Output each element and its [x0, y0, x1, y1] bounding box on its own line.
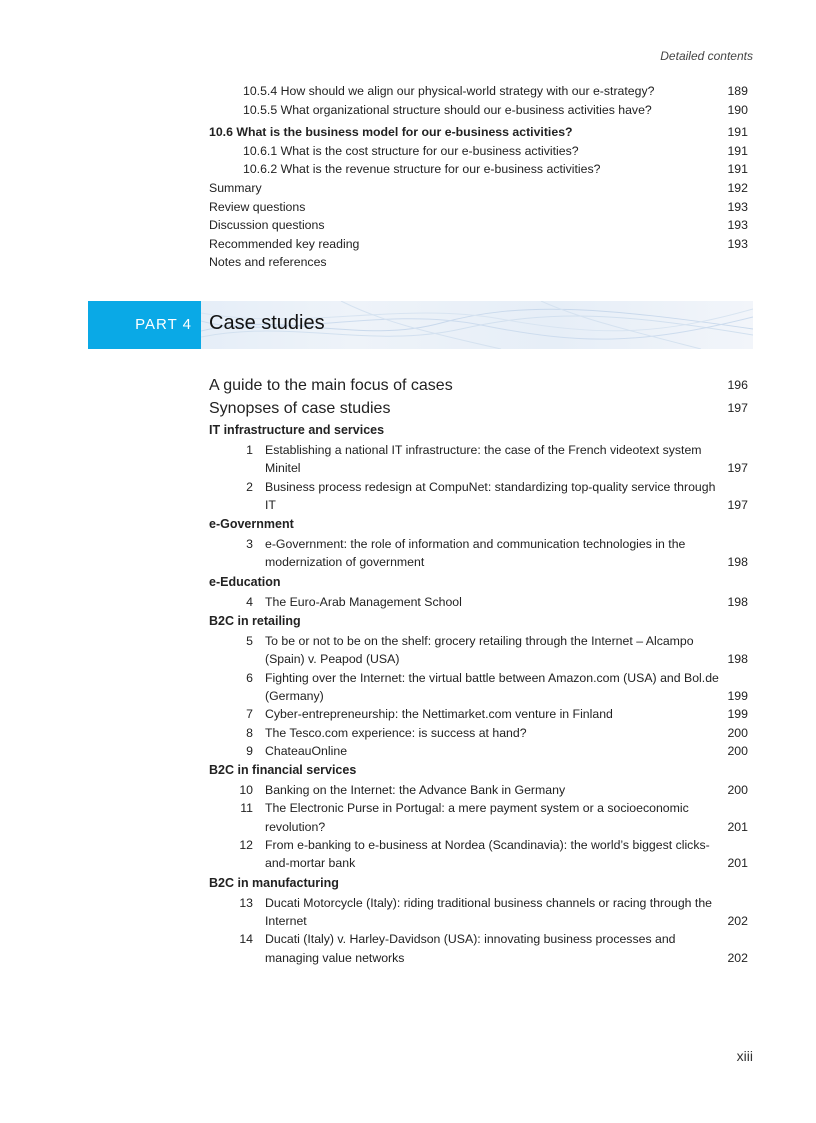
part-label: PART 4	[135, 316, 192, 333]
case-number: 10	[239, 783, 253, 798]
case-page: 199	[727, 707, 748, 722]
toc-page-number: 193	[727, 218, 748, 233]
main-entry-page: 197	[727, 401, 748, 415]
toc-section-heading: 10.6 What is the business model for our e-business activities?	[209, 125, 573, 140]
toc-row	[0, 179, 816, 198]
case-title: Cyber-entrepreneurship: the Nettimarket.com venture in Finland	[265, 707, 613, 722]
case-item	[0, 669, 816, 706]
category-heading	[0, 572, 816, 593]
case-studies-toc	[0, 374, 816, 967]
toc-page-number: 191	[727, 162, 748, 177]
case-item	[0, 894, 816, 931]
case-title: The Electronic Purse in Portugal: a mere payment system or a socioeconomic revolution?	[265, 801, 689, 834]
category-title: B2C in retailing	[209, 614, 301, 629]
case-item	[0, 705, 816, 723]
toc-row	[0, 101, 816, 120]
case-title: The Tesco.com experience: is success at hand?	[265, 725, 527, 740]
case-number: 7	[246, 707, 253, 722]
toc-row	[0, 253, 816, 272]
running-head: Detailed contents	[660, 49, 753, 63]
toc-entry-text: Recommended key reading	[209, 236, 360, 251]
case-number: 4	[246, 594, 253, 609]
case-page: 200	[727, 725, 748, 740]
category-heading	[0, 611, 816, 632]
case-item	[0, 742, 816, 760]
case-number: 14	[239, 932, 253, 947]
page-folio: xiii	[736, 1048, 753, 1064]
case-title: Fighting over the Internet: the virtual battle between Amazon.com (USA) and Bol.de (Germany)	[265, 670, 719, 703]
case-title: The Euro-Arab Management School	[265, 594, 462, 609]
case-title: Banking on the Internet: the Advance Bank in Germany	[265, 783, 566, 798]
case-title: From e-banking to e-business at Nordea (Scandinavia): the world’s biggest clicks-and-mortar bank	[265, 838, 710, 871]
case-page: 199	[727, 688, 748, 703]
case-item	[0, 632, 816, 669]
case-item	[0, 930, 816, 967]
case-number: 11	[240, 801, 253, 816]
case-item	[0, 781, 816, 799]
toc-entry-text: Notes and references	[209, 255, 327, 270]
toc-row	[0, 82, 816, 101]
main-entry	[0, 397, 816, 420]
case-page: 197	[727, 497, 748, 512]
case-page: 200	[727, 743, 748, 758]
case-page: 201	[727, 819, 748, 834]
case-page: 202	[727, 950, 748, 965]
case-item	[0, 836, 816, 873]
case-item	[0, 799, 816, 836]
case-item	[0, 593, 816, 611]
main-entry-text: Synopses of case studies	[209, 400, 391, 417]
part-label-box	[88, 301, 201, 349]
main-entry-page: 196	[727, 378, 748, 392]
toc-entry-text: Review questions	[209, 199, 306, 214]
case-page: 198	[727, 555, 748, 570]
toc-row	[0, 216, 816, 235]
case-page: 200	[727, 783, 748, 798]
category-title: B2C in financial services	[209, 763, 357, 778]
toc-page-number: 189	[727, 84, 748, 98]
case-number: 1	[246, 443, 253, 457]
case-title: e-Government: the role of information and communication technologies in the modernization of government	[265, 537, 686, 570]
case-number: 3	[246, 537, 253, 552]
toc-page-number: 191	[727, 125, 748, 140]
toc-page-number: 190	[727, 102, 748, 117]
toc-entry-text: Summary	[209, 180, 262, 195]
case-number: 5	[246, 634, 253, 649]
category-title: e-Government	[209, 517, 294, 532]
case-title: Business process redesign at CompuNet: standardizing top-quality service through IT	[265, 479, 716, 512]
case-page: 197	[727, 461, 748, 476]
case-item	[0, 724, 816, 742]
toc-entry-text: 10.6.1 What is the cost structure for our e-business activities?	[243, 143, 579, 158]
case-number: 9	[246, 743, 253, 758]
toc-row	[0, 142, 816, 161]
case-number: 8	[246, 725, 253, 740]
main-entry-text: A guide to the main focus of cases	[209, 377, 453, 394]
case-item	[0, 478, 816, 515]
toc-page-number: 193	[727, 236, 748, 251]
category-heading	[0, 514, 816, 535]
category-heading	[0, 420, 816, 441]
category-title: IT infrastructure and services	[209, 423, 385, 437]
toc-row	[0, 123, 816, 142]
toc-page-number: 192	[727, 180, 748, 195]
case-number: 6	[246, 670, 253, 685]
case-page: 198	[727, 594, 748, 609]
case-number: 13	[239, 895, 253, 910]
case-title: ChateauOnline	[265, 743, 348, 758]
case-item	[0, 535, 816, 572]
category-heading	[0, 760, 816, 781]
category-title: B2C in manufacturing	[209, 875, 339, 890]
case-title: Establishing a national IT infrastructure: the case of the French videotext system Minitel	[265, 443, 702, 476]
toc-entry-text: Discussion questions	[209, 218, 325, 233]
case-title: To be or not to be on the shelf: grocery retailing through the Internet – Alcampo (Spain) v. Peapod (USA)	[265, 634, 694, 667]
toc-page-number: 191	[727, 143, 748, 158]
part-title: Case studies	[209, 312, 325, 334]
toc-row	[0, 160, 816, 179]
case-page: 202	[727, 913, 748, 928]
case-page: 201	[727, 856, 748, 871]
case-number: 2	[246, 479, 253, 494]
toc-entry-text: 10.5.5 What organizational structure should our e-business activities have?	[243, 102, 652, 117]
continued-toc	[0, 82, 816, 272]
part-banner	[88, 301, 753, 349]
toc-row	[0, 198, 816, 217]
category-title: e-Education	[209, 574, 281, 589]
toc-entry-text: 10.6.2 What is the revenue structure for our e-business activities?	[243, 162, 601, 177]
toc-entry-text: 10.5.4 How should we align our physical-world strategy with our e-strategy?	[243, 84, 655, 98]
case-page: 198	[727, 652, 748, 667]
category-heading	[0, 873, 816, 894]
toc-row	[0, 235, 816, 254]
main-entry	[0, 374, 816, 397]
case-number: 12	[239, 838, 253, 853]
case-title: Ducati (Italy) v. Harley-Davidson (USA): innovating business processes and managing value networks	[265, 932, 676, 965]
toc-page-number: 193	[727, 199, 748, 214]
case-item	[0, 441, 816, 478]
case-title: Ducati Motorcycle (Italy): riding traditional business channels or racing through the Internet	[265, 895, 713, 928]
